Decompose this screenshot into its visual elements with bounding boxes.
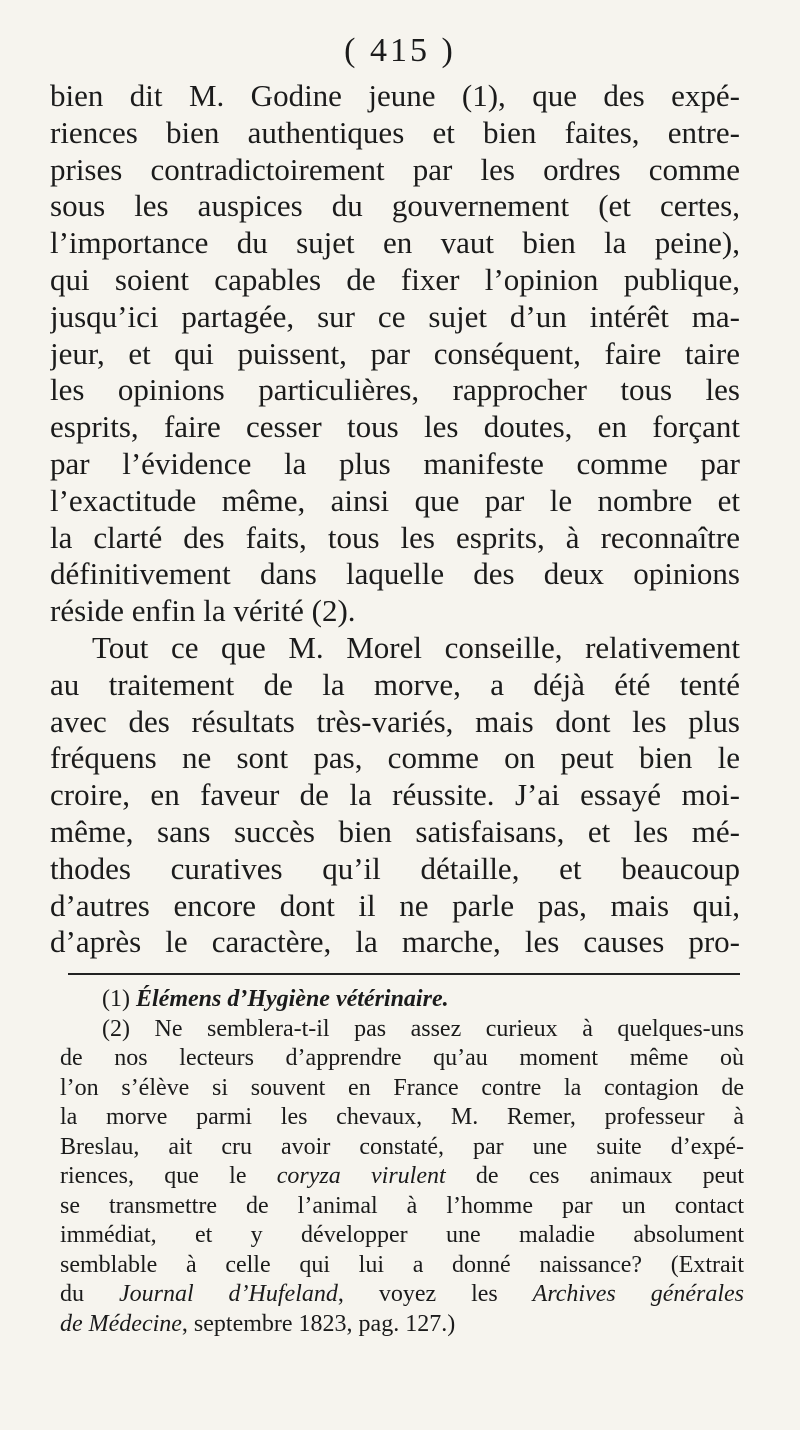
text-line: même, sans succès bien satisfaisans, et les mé-	[50, 813, 740, 849]
footnote-1-marker: (1)	[102, 986, 130, 1012]
text-line: prises contradictoirement par les ordres comme	[50, 151, 740, 187]
text-line: qui soient capables de fixer l’opinion publique,	[50, 261, 740, 297]
text-line: esprits, faire cesser tous les doutes, en forçant	[50, 409, 740, 445]
footnote-text: , septembre 1823, pag. 127.)	[181, 1310, 456, 1337]
text-line: définitivement dans laquelle des deux opinions	[50, 556, 740, 592]
footnote-text: , voyez les	[337, 1281, 533, 1307]
main-text	[50, 78, 740, 961]
footnote-2-line: l’on s’élève si souvent en France contre la contagion de	[60, 1074, 744, 1101]
footnote-medecine-title: de Médecine	[60, 1310, 182, 1337]
footnote-archives-title: Archives générales	[532, 1281, 744, 1307]
footnote-1-title: Élémens d’Hygiène vétérinaire.	[135, 986, 449, 1012]
footnote-2-line: se transmettre de l’animal à l’homme par un contact	[60, 1192, 744, 1219]
footnote-2-line: la morve parmi les chevaux, M. Remer, professeur à	[60, 1104, 744, 1130]
text-line: avec des résultats très-variés, mais dont les plus	[50, 703, 740, 739]
text-line: riences bien authentiques et bien faites, entre-	[50, 114, 740, 150]
text-line: jusqu’ici partagée, sur ce sujet d’un intérêt ma-	[50, 298, 740, 334]
text-line: sous les auspices du gouvernement (et certes,	[50, 188, 740, 224]
footnote-journal-title: Journal d’Hufeland	[118, 1281, 338, 1307]
footnote-2-line: immédiat, et y développer une maladie absolument	[60, 1222, 744, 1248]
footnote-2-line: de nos lecteurs d’apprendre qu’au moment même où	[60, 1045, 744, 1071]
text-line: thodes curatives qu’il détaille, et beaucoup	[50, 850, 740, 886]
text-line: par l’évidence la plus manifeste comme par	[50, 445, 740, 481]
footnote-2-line: (2) Ne semblera-t-il pas assez curieux à quelques-uns	[102, 1015, 744, 1042]
footnote-2-line: semblable à celle qui lui a donné naissance? (Extrait	[60, 1251, 744, 1278]
text-line: réside enfin la vérité (2).	[50, 593, 356, 629]
text-line: bien dit M. Godine jeune (1), que des expé-	[50, 78, 740, 113]
text-line: fréquens ne sont pas, comme on peut bien le	[50, 740, 740, 776]
text-line: d’autres encore dont il ne parle pas, mais qui,	[50, 887, 740, 923]
footnote-text: de ces animaux peut	[445, 1163, 744, 1189]
text-line: d’après le caractère, la marche, les causes pro-	[50, 924, 740, 960]
text-line: au traitement de la morve, a déjà été tenté	[50, 666, 740, 702]
footnote-1	[60, 985, 744, 1015]
footnote-separator	[68, 973, 740, 975]
footnote-text: du	[60, 1281, 119, 1307]
footnote-2-line	[60, 1310, 744, 1340]
footnote-2-line	[60, 1162, 744, 1192]
page-number: ( 415 )	[344, 32, 456, 69]
text-line: l’exactitude même, ainsi que par le nombre et	[50, 482, 740, 518]
footnotes	[60, 985, 744, 1339]
text-line: les opinions particulières, rapprocher tous les	[50, 372, 740, 408]
text-line: jeur, et qui puissent, par conséquent, faire taire	[50, 335, 740, 371]
footnote-2-line: Breslau, ait cru avoir constaté, par une suite d’expé-	[60, 1133, 744, 1160]
text-line: l’importance du sujet en vaut bien la peine),	[50, 225, 740, 261]
text-line: croire, en faveur de la réussite. J’ai essayé moi-	[50, 777, 740, 813]
footnote-2-line	[60, 1280, 744, 1310]
footnote-text: riences, que le	[60, 1163, 277, 1189]
text-line: Tout ce que M. Morel conseille, relativement	[92, 629, 740, 665]
footnote-italic-term: coryza virulent	[276, 1163, 446, 1189]
text-line: la clarté des faits, tous les esprits, à reconnaître	[50, 519, 740, 555]
